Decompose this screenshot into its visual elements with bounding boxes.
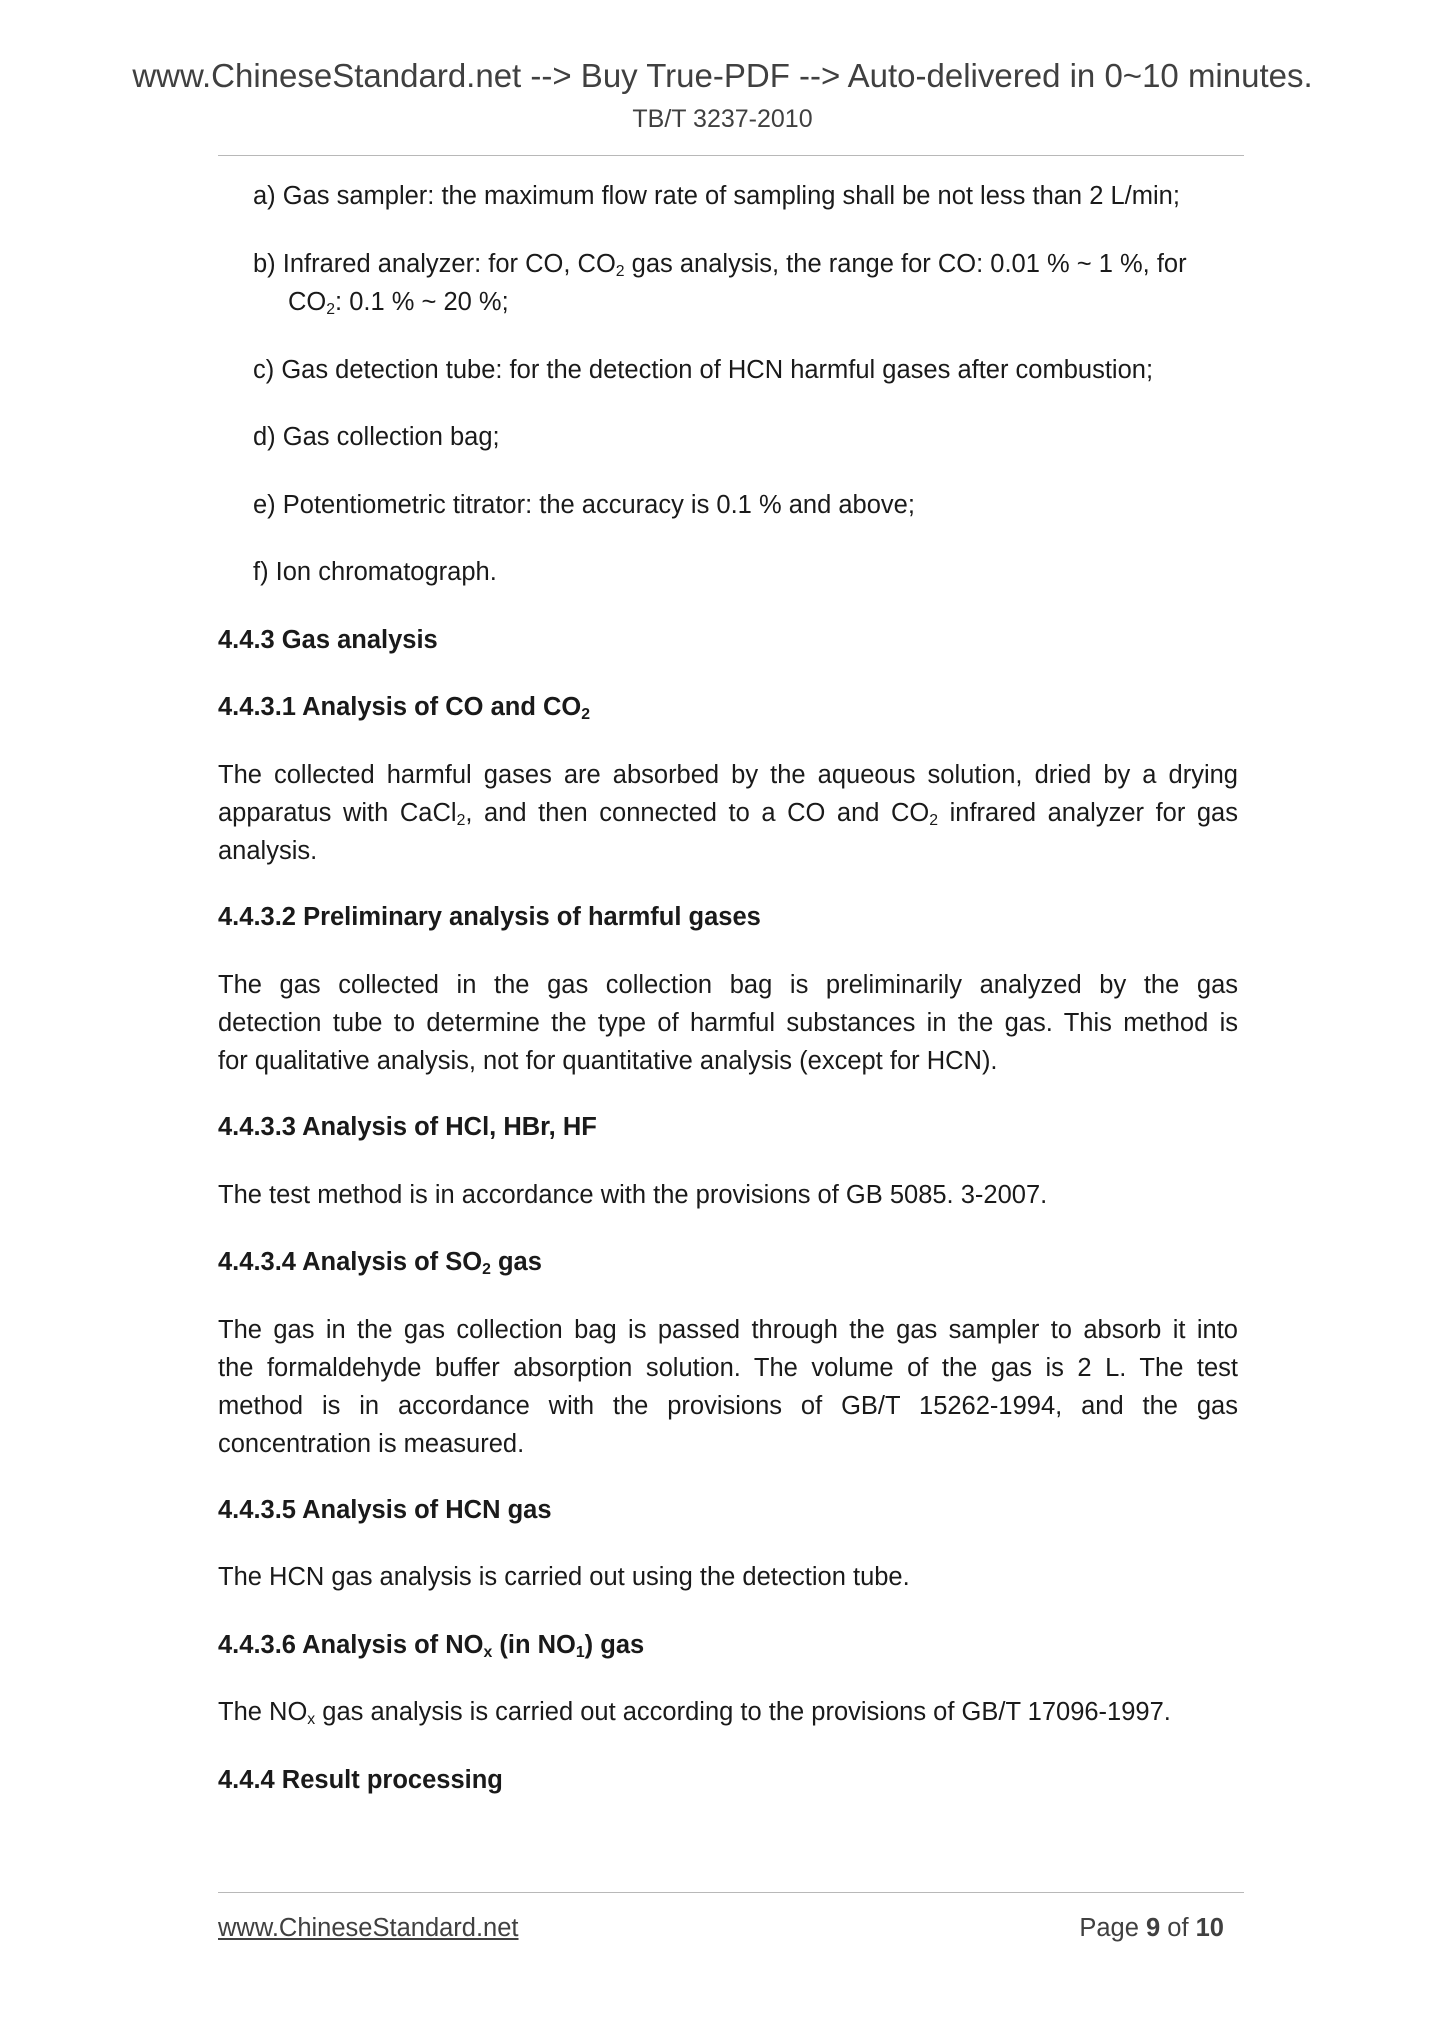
heading-4-4-3-6: 4.4.3.6 Analysis of $NO_x$ (in $NO_1$) gas (218, 1631, 645, 1661)
list-item-b: b) Infrared analyzer: for CO, $CO_2$ gas analysis, the range for CO: 0.01 % ~ 1 %, for (253, 250, 1187, 280)
list-item-a: a) Gas sampler: the maximum flow rate of sampling shall be not less than 2 L/min; (253, 182, 1180, 210)
paragraph-4-4-3-6: The $NO_x$ gas analysis is carried out according to the provisions of GB/T 17096-1997. (218, 1698, 1171, 1728)
list-item-c: c) Gas detection tube: for the detection of HCN harmful gases after combustion; (253, 356, 1154, 384)
page-number: Page 9 of 10 (1079, 1914, 1224, 1942)
paragraph-4-4-3-2: The gas collected in the gas collection bag is preliminarily analyzed by the gas detection tube to determine the type of harmful substances in the gas. This method is for qualitative analysis, not for quantitative analysis (except for HCN). (218, 971, 1238, 1075)
list-item-f: f) Ion chromatograph. (253, 558, 497, 586)
list-item-e: e) Potentiometric titrator: the accuracy is 0.1 % and above; (253, 491, 915, 519)
footer-site-link[interactable]: www.ChineseStandard.net (218, 1914, 519, 1942)
paragraph-4-4-3-1: The collected harmful gases are absorbed by the aqueous solution, dried by a drying apparatus with CaCl$_2$, and then connected to a CO and $CO_2$ infrared analyzer for gas analysis. (218, 761, 1238, 865)
heading-4-4-3-1: 4.4.3.1 Analysis of CO and $CO_2$ (218, 693, 591, 723)
paragraph-4-4-3-4: The gas in the gas collection bag is passed through the gas sampler to absorb it into the formaldehyde buffer absorption solution. The volume of the gas is 2 L. The test method is in accordance with the provisions of GB/T 15262-1994, and the gas concentration is measured. (218, 1316, 1238, 1458)
header-divider (218, 155, 1244, 156)
document-id: TB/T 3237-2010 (632, 105, 813, 133)
list-item-d: d) Gas collection bag; (253, 423, 500, 451)
heading-4-4-3-2: 4.4.3.2 Preliminary analysis of harmful gases (218, 903, 761, 931)
header-banner: www.ChineseStandard.net --> Buy True-PDF --> Auto-delivered in 0~10 minutes. (132, 57, 1313, 94)
heading-4-4-3: 4.4.3 Gas analysis (218, 626, 438, 654)
heading-4-4-3-5: 4.4.3.5 Analysis of HCN gas (218, 1496, 552, 1524)
list-item-b-continuation: $CO_2$: 0.1 % ~ 20 %; (288, 288, 509, 318)
heading-4-4-3-3: 4.4.3.3 Analysis of HCl, HBr, HF (218, 1113, 597, 1141)
heading-4-4-3-4: 4.4.3.4 Analysis of $SO_2$ gas (218, 1248, 542, 1278)
paragraph-4-4-3-3: The test method is in accordance with the provisions of GB 5085. 3-2007. (218, 1181, 1048, 1209)
heading-4-4-4: 4.4.4 Result processing (218, 1766, 503, 1794)
paragraph-4-4-3-5: The HCN gas analysis is carried out using the detection tube. (218, 1563, 910, 1591)
footer-divider (218, 1892, 1244, 1893)
